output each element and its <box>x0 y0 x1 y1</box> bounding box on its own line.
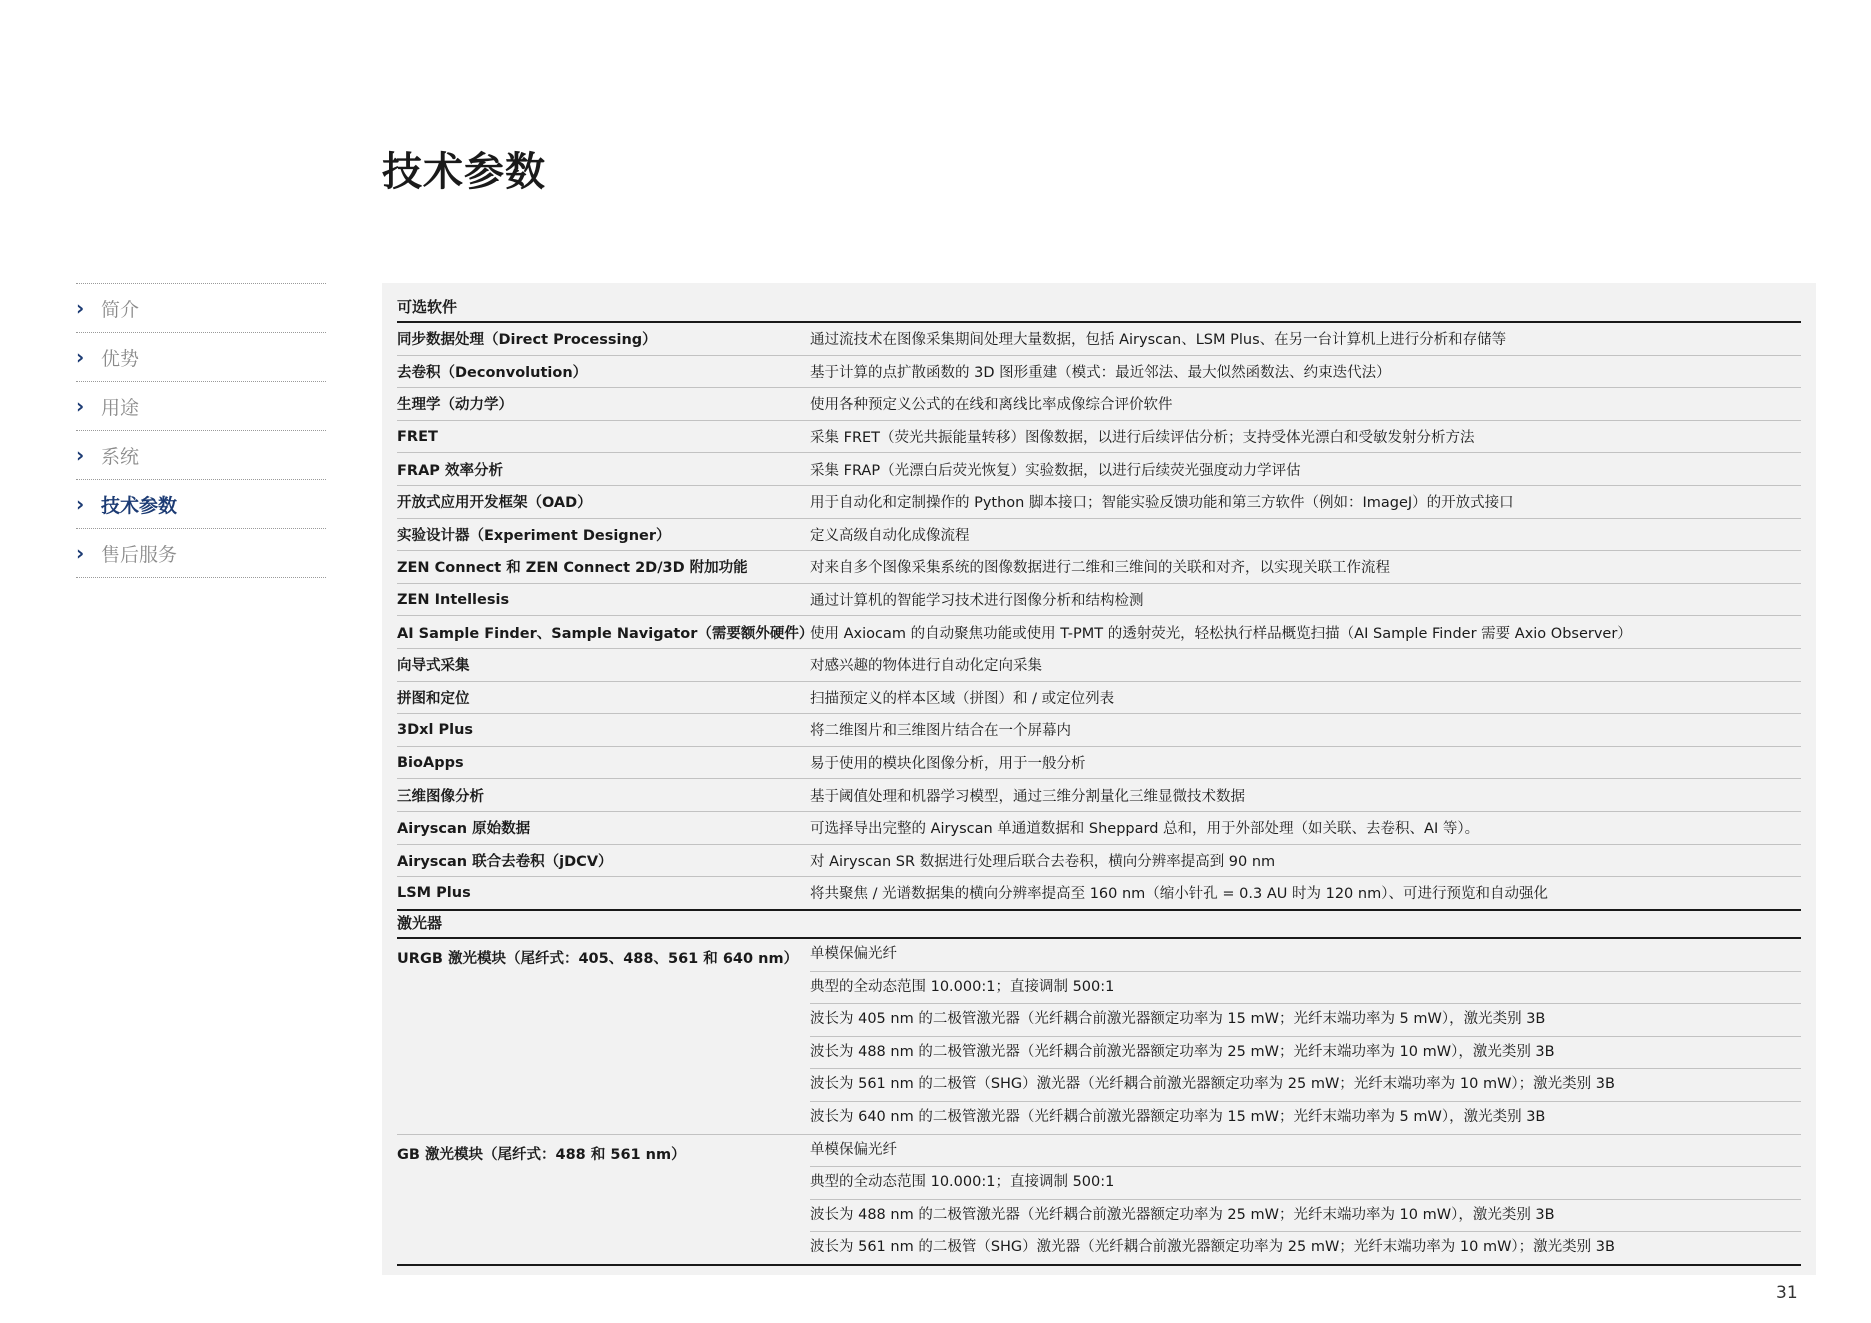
software-description: 可选择导出完整的 Airyscan 单通道数据和 Sheppard 总和，用于外部处理（如关联、去卷积、AI 等）。 <box>810 821 1480 838</box>
chevron-right-icon: › <box>76 345 85 369</box>
chevron-right-icon: › <box>76 443 85 467</box>
software-description: 采集 FRET（荧光共振能量转移）图像数据，以进行后续评估分析；支持受体光漂白和受敏发射分析方法 <box>810 430 1475 447</box>
software-description: 将二维图片和三维图片结合在一个屏幕内 <box>810 723 1071 740</box>
laser-spec-line: 波长为 488 nm 的二极管激光器（光纤耦合前激光器额定功率为 25 mW；光纤末端功率为 10 mW），激光类别 3B <box>810 1200 1801 1233</box>
laser-spec-line: 典型的全动态范围 10.000:1；直接调制 500:1 <box>810 972 1801 1005</box>
software-name: FRAP 效率分析 <box>397 462 503 479</box>
table-row <box>397 584 1801 617</box>
page-number: 31 <box>1776 1283 1798 1303</box>
software-name: Airyscan 联合去卷积（jDCV） <box>397 853 613 870</box>
software-name: FRET <box>397 428 438 445</box>
laser-spec-line: 波长为 561 nm 的二极管（SHG）激光器（光纤耦合前激光器额定功率为 25 mW；光纤末端功率为 10 mW）；激光类别 3B <box>810 1239 1615 1256</box>
software-table <box>397 323 1801 911</box>
software-name: 去卷积（Deconvolution） <box>397 364 588 381</box>
table-row <box>397 649 1801 682</box>
nav-item-label: 用途 <box>101 396 140 419</box>
software-description: 基于阈值处理和机器学习模型，通过三维分割量化三维显微技术数据 <box>810 788 1245 805</box>
table-row <box>397 486 1801 519</box>
nav-item-advantages[interactable] <box>76 332 326 381</box>
software-name: 实验设计器（Experiment Designer） <box>397 527 671 544</box>
table-row <box>397 779 1801 812</box>
software-name: LSM Plus <box>397 884 471 901</box>
page-title: 技术参数 <box>382 149 546 195</box>
nav-item-system[interactable] <box>76 430 326 479</box>
table-row <box>397 356 1801 389</box>
software-description: 用于自动化和定制操作的 Python 脚本接口；智能实验反馈功能和第三方软件（例如：ImageJ）的开放式接口 <box>810 495 1514 512</box>
software-description: 易于使用的模块化图像分析，用于一般分析 <box>810 756 1086 773</box>
laser-spec-list <box>810 1135 1801 1264</box>
table-row <box>397 421 1801 454</box>
software-description: 采集 FRAP（光漂白后荧光恢复）实验数据，以进行后续荧光强度动力学评估 <box>810 462 1301 479</box>
table-row <box>397 388 1801 421</box>
software-description: 通过计算机的智能学习技术进行图像分析和结构检测 <box>810 593 1144 610</box>
table-row <box>397 551 1801 584</box>
software-name: AI Sample Finder、Sample Navigator（需要额外硬件） <box>397 625 814 642</box>
lasers-table <box>397 939 1801 1266</box>
table-row <box>397 616 1801 649</box>
nav-item-applications[interactable] <box>76 381 326 430</box>
table-row <box>397 323 1801 356</box>
nav-item-service[interactable] <box>76 528 326 578</box>
software-description: 基于计算的点扩散函数的 3D 图形重建（模式：最近邻法、最大似然函数法、约束迭代法） <box>810 364 1391 381</box>
nav-item-intro[interactable] <box>76 283 326 332</box>
laser-spec-list <box>810 939 1801 1134</box>
section-nav <box>76 283 326 578</box>
table-row <box>397 877 1801 911</box>
laser-spec-line: 典型的全动态范围 10.000:1；直接调制 500:1 <box>810 1167 1801 1200</box>
software-heading: 可选软件 <box>397 293 1801 323</box>
table-row <box>397 453 1801 486</box>
chevron-right-icon: › <box>76 394 85 418</box>
nav-item-label: 简介 <box>101 298 140 321</box>
nav-item-label: 售后服务 <box>101 543 178 566</box>
software-description: 使用 Axiocam 的自动聚焦功能或使用 T-PMT 的透射荧光，轻松执行样品概览扫描（AI Sample Finder 需要 Axio Observer） <box>810 625 1632 642</box>
table-row <box>397 845 1801 878</box>
table-row <box>397 519 1801 552</box>
nav-item-label: 技术参数 <box>101 494 178 517</box>
software-description: 扫描预定义的样本区域（拼图）和 / 或定位列表 <box>810 690 1115 707</box>
software-description: 定义高级自动化成像流程 <box>810 527 970 544</box>
laser-module-name: GB 激光模块（尾纤式：488 和 561 nm） <box>397 1146 686 1163</box>
software-name: 生理学（动力学） <box>397 397 513 414</box>
software-name: 向导式采集 <box>397 658 470 675</box>
laser-module-group <box>397 939 1801 1134</box>
nav-item-specs[interactable] <box>76 479 326 528</box>
software-name: 同步数据处理（Direct Processing） <box>397 332 657 349</box>
chevron-right-icon: › <box>76 541 85 565</box>
software-name: BioApps <box>397 754 464 771</box>
nav-item-label: 系统 <box>101 445 140 468</box>
table-row <box>397 682 1801 715</box>
lasers-heading: 激光器 <box>397 909 1801 939</box>
software-description: 通过流技术在图像采集期间处理大量数据，包括 Airyscan、LSM Plus、在另一台计算机上进行分析和存储等 <box>810 332 1507 349</box>
software-description: 对感兴趣的物体进行自动化定向采集 <box>810 658 1042 675</box>
software-name: 拼图和定位 <box>397 690 470 707</box>
table-row <box>397 812 1801 845</box>
software-name: ZEN Intellesis <box>397 591 510 608</box>
laser-module-group <box>397 1134 1801 1264</box>
table-row <box>397 714 1801 747</box>
laser-module-name: URGB 激光模块（尾纤式：405、488、561 和 640 nm） <box>397 951 799 967</box>
software-section <box>397 293 1801 911</box>
chevron-right-icon: › <box>76 296 85 320</box>
lasers-section <box>397 909 1801 1266</box>
table-row <box>397 747 1801 780</box>
chevron-right-icon: › <box>76 492 85 516</box>
laser-spec-line: 波长为 405 nm 的二极管激光器（光纤耦合前激光器额定功率为 15 mW；光纤末端功率为 5 mW），激光类别 3B <box>810 1004 1801 1037</box>
laser-spec-line: 波长为 561 nm 的二极管（SHG）激光器（光纤耦合前激光器额定功率为 25 mW；光纤末端功率为 10 mW）；激光类别 3B <box>810 1069 1801 1102</box>
software-name: 三维图像分析 <box>397 788 484 805</box>
laser-spec-line: 单模保偏光纤 <box>810 1135 1801 1168</box>
software-name: ZEN Connect 和 ZEN Connect 2D/3D 附加功能 <box>397 560 748 577</box>
laser-spec-line: 单模保偏光纤 <box>810 939 1801 972</box>
software-description: 对 Airyscan SR 数据进行处理后联合去卷积，横向分辨率提高到 90 nm <box>810 853 1276 870</box>
software-name: Airyscan 原始数据 <box>397 821 531 838</box>
software-description: 对来自多个图像采集系统的图像数据进行二维和三维间的关联和对齐，以实现关联工作流程 <box>810 560 1390 577</box>
software-description: 使用各种预定义公式的在线和离线比率成像综合评价软件 <box>810 397 1173 414</box>
specs-panel <box>382 283 1816 1275</box>
software-description: 将共聚焦 / 光谱数据集的横向分辨率提高至 160 nm（缩小针孔 = 0.3 AU 时为 120 nm）、可进行预览和自动强化 <box>810 886 1548 903</box>
laser-spec-line: 波长为 640 nm 的二极管激光器（光纤耦合前激光器额定功率为 15 mW；光纤末端功率为 5 mW），激光类别 3B <box>810 1108 1546 1125</box>
nav-item-label: 优势 <box>101 347 140 370</box>
software-name: 开放式应用开发框架（OAD） <box>397 495 592 512</box>
laser-spec-line: 波长为 488 nm 的二极管激光器（光纤耦合前激光器额定功率为 25 mW；光纤末端功率为 10 mW），激光类别 3B <box>810 1037 1801 1070</box>
software-name: 3Dxl Plus <box>397 721 474 738</box>
